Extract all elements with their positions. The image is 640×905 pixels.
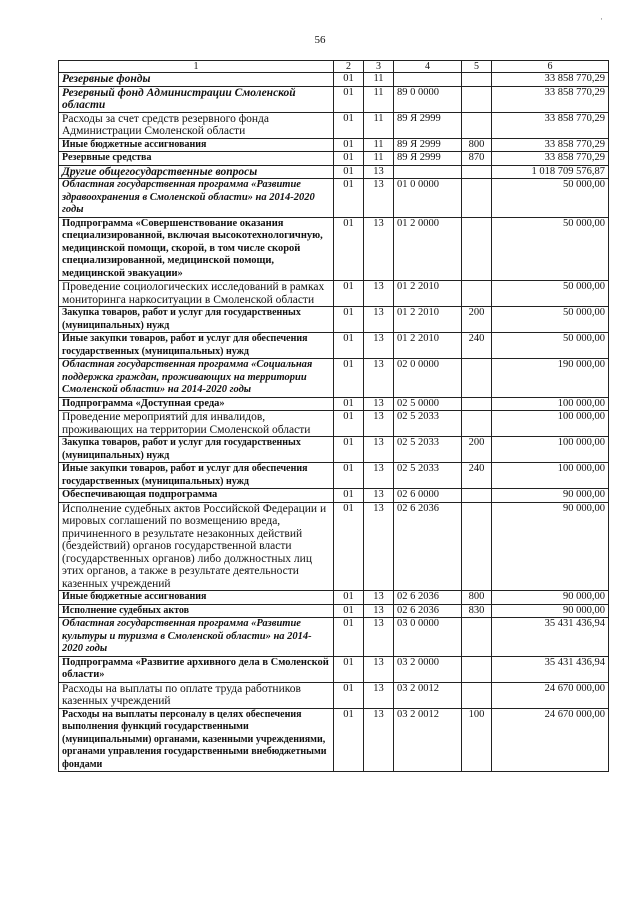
target-article-code: 89 Я 2999	[394, 112, 462, 138]
section-code: 01	[334, 307, 364, 333]
column-header: 1	[59, 61, 334, 73]
row-name: Закупка товаров, работ и услуг для государственных (муниципальных) нужд	[59, 307, 334, 333]
subsection-code: 13	[364, 411, 394, 437]
table-row	[59, 165, 609, 179]
row-name: Резервный фонд Администрации Смоленской области	[59, 86, 334, 112]
expense-type-code	[462, 411, 492, 437]
row-name: Резервные фонды	[59, 73, 334, 87]
scan-speck: ·	[600, 14, 603, 24]
expense-type-code	[462, 489, 492, 503]
amount: 50 000,00	[492, 307, 609, 333]
column-header: 4	[394, 61, 462, 73]
row-name: Другие общегосударственные вопросы	[59, 165, 334, 179]
amount: 90 000,00	[492, 489, 609, 503]
amount: 50 000,00	[492, 281, 609, 307]
table-row	[59, 333, 609, 359]
subsection-code: 13	[364, 656, 394, 682]
target-article-code: 02 5 0000	[394, 397, 462, 411]
table-row	[59, 152, 609, 166]
amount: 33 858 770,29	[492, 73, 609, 87]
target-article-code: 03 2 0012	[394, 708, 462, 772]
section-code: 01	[334, 618, 364, 657]
section-code: 01	[334, 656, 364, 682]
table-row	[59, 618, 609, 657]
table-row	[59, 708, 609, 772]
expense-type-code: 240	[462, 333, 492, 359]
table-row	[59, 86, 609, 112]
table-row	[59, 217, 609, 281]
section-code: 01	[334, 112, 364, 138]
table-row	[59, 179, 609, 218]
target-article-code: 02 6 2036	[394, 604, 462, 618]
subsection-code: 13	[364, 437, 394, 463]
subsection-code: 13	[364, 307, 394, 333]
expense-type-code	[462, 179, 492, 218]
section-code: 01	[334, 152, 364, 166]
table-row	[59, 502, 609, 591]
amount: 90 000,00	[492, 502, 609, 591]
target-article-code	[394, 73, 462, 87]
table-row	[59, 604, 609, 618]
expense-type-code: 830	[462, 604, 492, 618]
amount: 33 858 770,29	[492, 86, 609, 112]
table-row	[59, 489, 609, 503]
amount: 190 000,00	[492, 359, 609, 398]
amount: 90 000,00	[492, 591, 609, 605]
subsection-code: 11	[364, 138, 394, 152]
row-name: Областная государственная программа «Развитие культуры и туризма в Смоленской области» на 2014-2020 годы	[59, 618, 334, 657]
amount: 50 000,00	[492, 179, 609, 218]
expense-type-code: 800	[462, 138, 492, 152]
amount: 33 858 770,29	[492, 112, 609, 138]
expense-type-code	[462, 165, 492, 179]
section-code: 01	[334, 502, 364, 591]
column-header: 3	[364, 61, 394, 73]
subsection-code: 13	[364, 397, 394, 411]
target-article-code: 01 2 2010	[394, 333, 462, 359]
amount: 1 018 709 576,87	[492, 165, 609, 179]
table-row	[59, 682, 609, 708]
expense-type-code	[462, 682, 492, 708]
expense-type-code: 200	[462, 307, 492, 333]
expense-type-code: 240	[462, 463, 492, 489]
expense-type-code: 200	[462, 437, 492, 463]
row-name: Расходы за счет средств резервного фонда Администрации Смоленской области	[59, 112, 334, 138]
table-row	[59, 281, 609, 307]
expense-type-code	[462, 281, 492, 307]
amount: 100 000,00	[492, 397, 609, 411]
expense-type-code	[462, 112, 492, 138]
expense-type-code: 100	[462, 708, 492, 772]
amount: 50 000,00	[492, 333, 609, 359]
row-name: Проведение мероприятий для инвалидов, проживающих на территории Смоленской области	[59, 411, 334, 437]
table-row	[59, 307, 609, 333]
subsection-code: 13	[364, 708, 394, 772]
row-name: Расходы на выплаты персоналу в целях обеспечения выполнения функций государственными (муниципальными) органами, казенными учреждениями, органами управления государственными внебюджетными фондами	[59, 708, 334, 772]
row-name: Иные бюджетные ассигнования	[59, 591, 334, 605]
section-code: 01	[334, 359, 364, 398]
section-code: 01	[334, 179, 364, 218]
subsection-code: 11	[364, 86, 394, 112]
subsection-code: 13	[364, 682, 394, 708]
expense-type-code: 800	[462, 591, 492, 605]
subsection-code: 13	[364, 489, 394, 503]
subsection-code: 13	[364, 333, 394, 359]
row-name: Обеспечивающая подпрограмма	[59, 489, 334, 503]
expense-type-code	[462, 618, 492, 657]
row-name: Подпрограмма «Доступная среда»	[59, 397, 334, 411]
subsection-code: 13	[364, 463, 394, 489]
target-article-code: 01 2 2010	[394, 281, 462, 307]
target-article-code	[394, 165, 462, 179]
amount: 100 000,00	[492, 463, 609, 489]
target-article-code: 02 5 2033	[394, 411, 462, 437]
section-code: 01	[334, 333, 364, 359]
section-code: 01	[334, 411, 364, 437]
row-name: Иные закупки товаров, работ и услуг для обеспечения государственных (муниципальных) нужд	[59, 463, 334, 489]
expense-type-code	[462, 656, 492, 682]
subsection-code: 11	[364, 73, 394, 87]
row-name: Областная государственная программа «Развитие здравоохранения в Смоленской области» на 2014-2020 годы	[59, 179, 334, 218]
row-name: Проведение социологических исследований в рамках мониторинга наркоситуации в Смоленской области	[59, 281, 334, 307]
subsection-code: 11	[364, 152, 394, 166]
amount: 24 670 000,00	[492, 682, 609, 708]
row-name: Иные бюджетные ассигнования	[59, 138, 334, 152]
target-article-code: 01 0 0000	[394, 179, 462, 218]
amount: 35 431 436,94	[492, 656, 609, 682]
target-article-code: 01 2 0000	[394, 217, 462, 281]
row-name: Резервные средства	[59, 152, 334, 166]
table-row	[59, 112, 609, 138]
subsection-code: 13	[364, 217, 394, 281]
table-row	[59, 359, 609, 398]
target-article-code: 02 6 2036	[394, 502, 462, 591]
page-number: 56	[314, 34, 326, 46]
amount: 24 670 000,00	[492, 708, 609, 772]
amount: 50 000,00	[492, 217, 609, 281]
subsection-code: 13	[364, 618, 394, 657]
amount: 100 000,00	[492, 411, 609, 437]
expense-type-code	[462, 502, 492, 591]
subsection-code: 13	[364, 604, 394, 618]
column-header: 6	[492, 61, 609, 73]
section-code: 01	[334, 604, 364, 618]
row-name: Расходы на выплаты по оплате труда работников казенных учреждений	[59, 682, 334, 708]
section-code: 01	[334, 73, 364, 87]
section-code: 01	[334, 217, 364, 281]
table-row	[59, 463, 609, 489]
table-row	[59, 411, 609, 437]
target-article-code: 02 6 0000	[394, 489, 462, 503]
expense-type-code	[462, 359, 492, 398]
section-code: 01	[334, 708, 364, 772]
table-row	[59, 397, 609, 411]
section-code: 01	[334, 165, 364, 179]
table-header-row	[59, 61, 609, 73]
subsection-code: 13	[364, 591, 394, 605]
expense-type-code	[462, 217, 492, 281]
expense-type-code	[462, 73, 492, 87]
row-name: Иные закупки товаров, работ и услуг для обеспечения государственных (муниципальных) нужд	[59, 333, 334, 359]
target-article-code: 89 0 0000	[394, 86, 462, 112]
target-article-code: 03 0 0000	[394, 618, 462, 657]
row-name: Подпрограмма «Развитие архивного дела в Смоленской области»	[59, 656, 334, 682]
row-name: Исполнение судебных актов Российской Федерации и мировых соглашений по возмещению вреда, причиненного в результате незаконных действий (бездействий) органов государственной власти (государственных органов) либо должностных лиц этих органов, а также в результате деятельности казенных учреждений	[59, 502, 334, 591]
amount: 33 858 770,29	[492, 138, 609, 152]
target-article-code: 02 5 2033	[394, 463, 462, 489]
table-row	[59, 591, 609, 605]
section-code: 01	[334, 281, 364, 307]
section-code: 01	[334, 397, 364, 411]
target-article-code: 03 2 0000	[394, 656, 462, 682]
row-name: Подпрограмма «Совершенствование оказания специализированной, включая высокотехнологичную, медицинской помощи, скорой, в том числе скорой специализированной, медицинской помощи, медицинской эвакуации»	[59, 217, 334, 281]
expense-type-code	[462, 86, 492, 112]
target-article-code: 01 2 2010	[394, 307, 462, 333]
row-name: Закупка товаров, работ и услуг для государственных (муниципальных) нужд	[59, 437, 334, 463]
section-code: 01	[334, 463, 364, 489]
subsection-code: 13	[364, 165, 394, 179]
row-name: Областная государственная программа «Социальная поддержка граждан, проживающих на территории Смоленской области» на 2014-2020 годы	[59, 359, 334, 398]
row-name: Исполнение судебных актов	[59, 604, 334, 618]
budget-table	[58, 60, 609, 772]
section-code: 01	[334, 682, 364, 708]
table-row	[59, 437, 609, 463]
amount: 35 431 436,94	[492, 618, 609, 657]
amount: 33 858 770,29	[492, 152, 609, 166]
subsection-code: 13	[364, 281, 394, 307]
target-article-code: 03 2 0012	[394, 682, 462, 708]
subsection-code: 13	[364, 502, 394, 591]
target-article-code: 02 0 0000	[394, 359, 462, 398]
subsection-code: 13	[364, 179, 394, 218]
amount: 90 000,00	[492, 604, 609, 618]
section-code: 01	[334, 591, 364, 605]
section-code: 01	[334, 138, 364, 152]
target-article-code: 89 Я 2999	[394, 138, 462, 152]
expense-type-code: 870	[462, 152, 492, 166]
expense-type-code	[462, 397, 492, 411]
section-code: 01	[334, 489, 364, 503]
target-article-code: 89 Я 2999	[394, 152, 462, 166]
subsection-code: 13	[364, 359, 394, 398]
section-code: 01	[334, 437, 364, 463]
table-row	[59, 138, 609, 152]
amount: 100 000,00	[492, 437, 609, 463]
subsection-code: 11	[364, 112, 394, 138]
column-header: 2	[334, 61, 364, 73]
table-row	[59, 73, 609, 87]
target-article-code: 02 5 2033	[394, 437, 462, 463]
target-article-code: 02 6 2036	[394, 591, 462, 605]
column-header: 5	[462, 61, 492, 73]
table-row	[59, 656, 609, 682]
section-code: 01	[334, 86, 364, 112]
